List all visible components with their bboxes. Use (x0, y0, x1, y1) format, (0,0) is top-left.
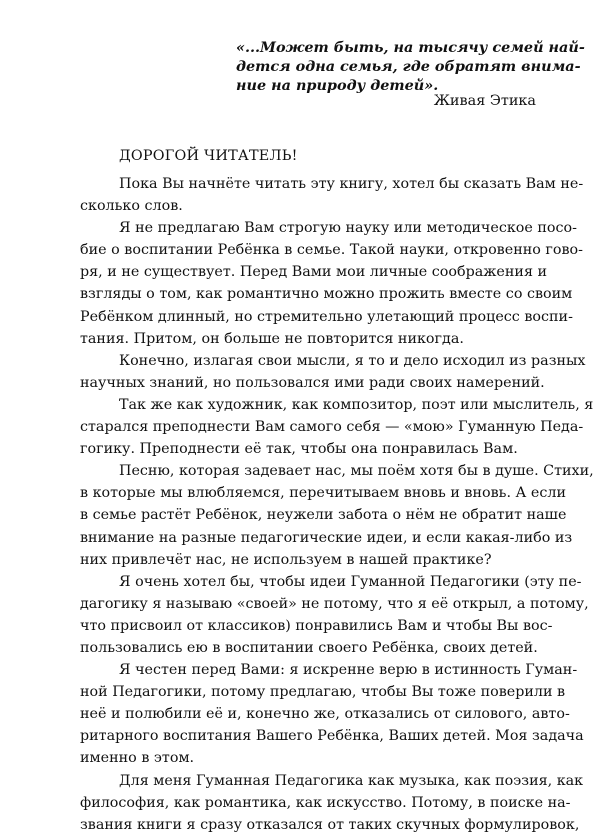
text-line: Пока Вы начнёте читать эту книгу, хотел бы сказать Вам не- (119, 176, 584, 192)
text-line: Для меня Гуманная Педагогика как музыка, как поэзия, как (119, 772, 584, 789)
text-line: научных знаний, но пользовался ими ради своих намерений. (80, 374, 545, 391)
text-line: Я честен перед Вами: я искренне верю в истинность Гуман- (119, 662, 578, 679)
text-line: дагогику я называю «своей» не потому, что я её открыл, а потому, (80, 595, 589, 612)
text-line: что присвоил от классиков) понравились Вам и чтобы Вы вос- (80, 617, 553, 634)
text-line: Я не предлагаю Вам строгую науку или методическое посо- (119, 220, 577, 237)
text-line: ря, и не существует. Перед Вами мои личные соображения и (80, 264, 548, 281)
epigraph-line: «...Может быть, на тысячу семей най- (236, 39, 585, 56)
text-line: них привлечёт нас, не используем в нашей практике? (80, 551, 492, 568)
text-line: ной Педагогики, потому предлагаю, чтобы Вы тоже поверили в (80, 684, 566, 701)
text-line: Ребёнком длинный, но стремительно улетающий процесс воспи- (80, 308, 573, 325)
epigraph-line: дется одна семья, где обратят внима- (236, 58, 581, 75)
text-line: философия, как романтика, как искусство. Потому, в поиске на- (80, 794, 571, 811)
text-line: пользовались ею в воспитании своего Ребёнка, своих детей. (80, 639, 538, 656)
text-line: ритарного воспитания Вашего Ребёнка, Ваших детей. Моя задача (80, 728, 584, 745)
text-line: взгляды о том, как романтично можно прожить вместе со своим (80, 286, 573, 303)
body-text (80, 173, 594, 836)
text-line: внимание на разные педагогические идеи, и если какая-либо из (80, 529, 573, 546)
text-line: неё и полюбили её и, конечно же, отказались от силового, авто- (80, 706, 570, 723)
text-line: тания. Притом, он больше не повторится никогда. (80, 330, 464, 347)
text-line: старался преподнести Вам самого себя — «мою» Гуманную Педа- (80, 419, 584, 436)
text-line: Конечно, излагая свои мысли, я то и дело исходил из разных (119, 352, 586, 369)
text-line: Так же как художник, как композитор, поэт или мыслитель, я (119, 396, 594, 413)
text-line: Песню, которая задевает нас, мы поём хотя бы в душе. Стихи, (119, 463, 594, 480)
epigraph (236, 38, 585, 95)
text-line: гогику. Преподнести её так, чтобы она понравилась Вам. (80, 441, 518, 458)
text-line: сколько слов. (80, 198, 183, 215)
text-line: бие о воспитании Ребёнка в семье. Такой науки, откровенно гово- (80, 242, 583, 259)
text-line: Я очень хотел бы, чтобы идеи Гуманной Педагогики (эту пе- (119, 573, 582, 590)
text-line: в которые мы влюбляемся, перечитываем вновь и вновь. А если (80, 485, 566, 502)
text-line: звания книги я сразу отказался от таких скучных формулировок, (80, 816, 580, 833)
text-line: именно в этом. (80, 750, 195, 767)
text-line: в семье растёт Ребёнок, неужели забота о нём не обратит наше (80, 507, 567, 524)
section-heading: ДОРОГОЙ ЧИТАТЕЛЬ! (119, 148, 298, 164)
epigraph-attribution: Живая Этика (433, 93, 536, 109)
epigraph-line: ние на природу детей». (236, 77, 439, 94)
